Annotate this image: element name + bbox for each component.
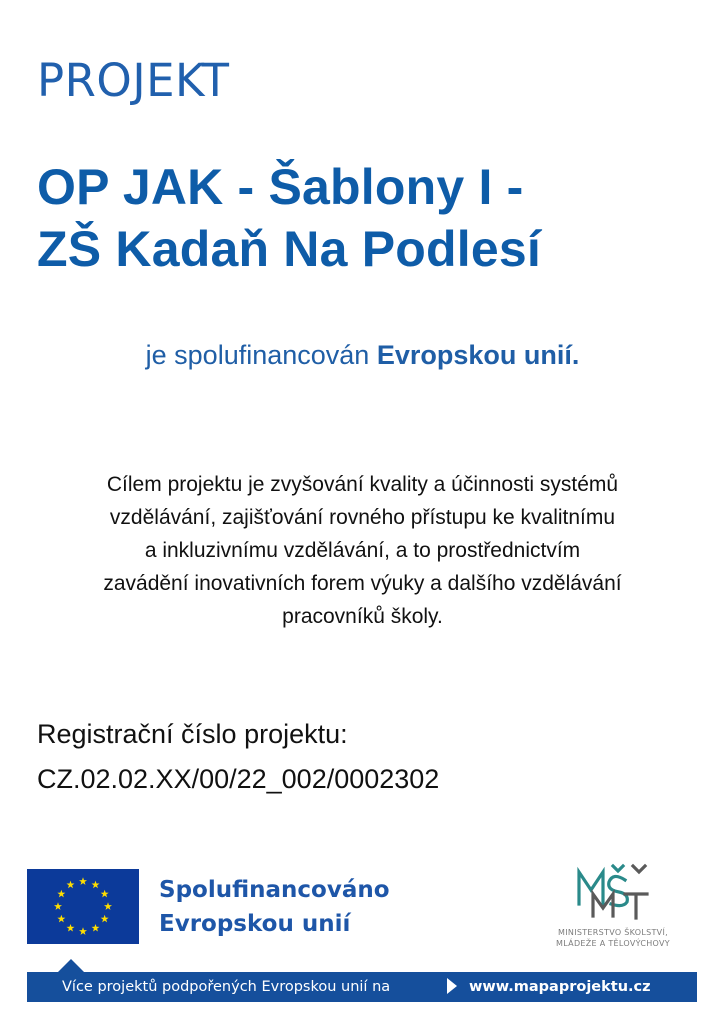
- ministry-line-2: MLÁDEŽE A TĚLOVÝCHOVY: [556, 939, 670, 948]
- arrow-right-icon: [447, 978, 457, 994]
- eu-logo-line-1: Spolufinancováno: [159, 877, 390, 903]
- cofinance-statement: [0, 339, 725, 371]
- ministry-logo-svg: [533, 862, 693, 926]
- cofinance-prefix: je spolufinancován: [145, 340, 377, 370]
- footer-bar-notch: [58, 959, 84, 972]
- footer-url-link[interactable]: www.mapaprojektu.cz: [469, 979, 651, 995]
- ministry-logo-text: [527, 927, 699, 949]
- project-description: [30, 468, 695, 633]
- cofinance-emphasis: Evropskou unií.: [376, 340, 580, 370]
- description-line: vzdělávání, zajišťování rovného přístupu ke kvalitnímu: [109, 506, 616, 529]
- description-line: zavádění inovativních forem výuky a dalšího vzdělávání: [103, 572, 622, 595]
- registration-number: CZ.02.02.XX/00/22_002/0002302: [37, 764, 440, 794]
- eu-cofinance-logo-text: [159, 873, 390, 941]
- eu-logo-line-2: Evropskou unií: [159, 911, 351, 937]
- description-line: pracovníků školy.: [282, 605, 443, 628]
- project-title-line-2: ZŠ Kadaň Na Podlesí: [37, 221, 541, 277]
- description-line: a inkluzivnímu vzdělávání, a to prostřednictvím: [144, 539, 581, 562]
- ministry-line-1: MINISTERSTVO ŠKOLSTVÍ,: [558, 928, 668, 937]
- eu-flag-svg: [27, 869, 139, 944]
- project-title: [37, 156, 717, 280]
- description-line: Cílem projektu je zvyšování kvality a účinnosti systémů: [106, 473, 619, 496]
- registration-label: Registrační číslo projektu:: [37, 719, 348, 749]
- footer-text: Více projektů podpořených Evropskou unií na: [62, 979, 391, 995]
- project-title-line-1: OP JAK - Šablony I -: [37, 159, 524, 215]
- project-kicker: PROJEKT: [37, 54, 230, 107]
- eu-flag-icon: [27, 869, 139, 944]
